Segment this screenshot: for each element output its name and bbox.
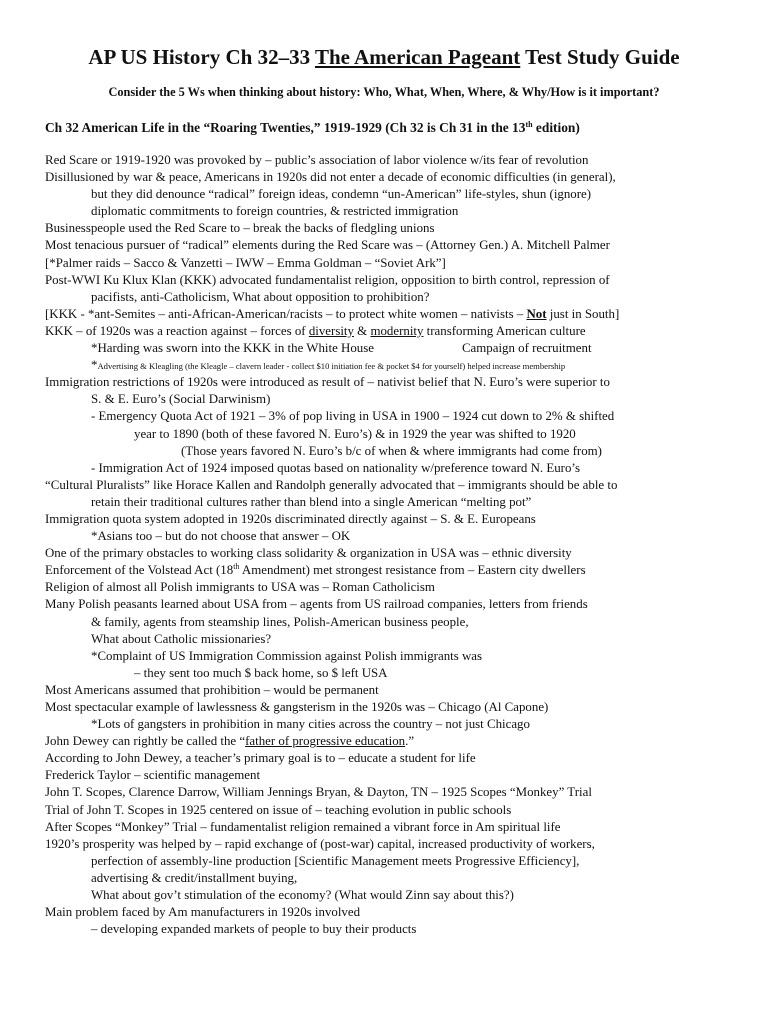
- guide-line: Religion of almost all Polish immigrants to USA was – Roman Catholicism: [45, 580, 435, 595]
- guide-line: Most tenacious pursuer of “radical” elements during the Red Scare was – (Attorney Gen.) A. Mitchell Palmer: [45, 238, 610, 253]
- guide-line: [KKK - *ant-Semites – anti-African-American/racists – to protect white women – nativists – Not just in South]: [45, 306, 620, 321]
- guide-line: [*Palmer raids – Sacco & Vanzetti – IWW – Emma Goldman – “Soviet Ark”]: [45, 255, 446, 270]
- guide-line: but they did denounce “radical” foreign ideas, condemn “un-American” life-styles, shun (ignore): [91, 187, 592, 202]
- guide-line: perfection of assembly-line production [Scientific Management meets Progressive Efficiency],: [91, 853, 580, 868]
- guide-line: Most Americans assumed that prohibition – would be permanent: [45, 682, 379, 697]
- guide-line: Immigration quota system adopted in 1920s discriminated directly against – S. & E. Europeans: [45, 511, 536, 526]
- guide-line: Frederick Taylor – scientific management: [45, 768, 261, 783]
- guide-line: S. & E. Euro’s (Social Darwinism): [91, 392, 271, 407]
- guide-line: diplomatic commitments to foreign countries, & restricted immigration: [91, 204, 459, 219]
- guide-line: *Complaint of US Immigration Commission against Polish immigrants was: [91, 648, 483, 663]
- guide-line: According to John Dewey, a teacher’s primary goal is to – educate a student for life: [45, 751, 476, 766]
- guide-line: - Emergency Quota Act of 1921 – 3% of pop living in USA in 1900 – 1924 cut down to 2% & shifted: [91, 409, 615, 424]
- guide-line: Many Polish peasants learned about USA from – agents from US railroad companies, letters from friends: [45, 597, 588, 612]
- guide-line: (Those years favored N. Euro’s b/c of when & where immigrants had come from): [181, 443, 602, 458]
- guide-line: *Lots of gangsters in prohibition in many cities across the country – not just Chicago: [91, 717, 530, 732]
- guide-line: Main problem faced by Am manufacturers in 1920s involved: [45, 905, 361, 920]
- guide-line: What about Catholic missionaries?: [91, 631, 272, 646]
- guide-line: *Harding was sworn into the KKK in the White House Campaign of recruitment: [91, 341, 592, 356]
- chapter-heading: Ch 32 American Life in the “Roaring Twenties,” 1919-1929 (Ch 32 is Ch 31 in the 13th edition): [45, 120, 580, 135]
- guide-line: John T. Scopes, Clarence Darrow, William Jennings Bryan, & Dayton, TN – 1925 Scopes “Monkey” Trial: [45, 785, 592, 800]
- guide-line: - Immigration Act of 1924 imposed quotas based on nationality w/preference toward N. Euro’s: [91, 460, 581, 475]
- guide-line: What about gov’t stimulation of the economy? (What would Zinn say about this?): [91, 888, 514, 903]
- guide-line: After Scopes “Monkey” Trial – fundamentalist religion remained a vibrant force in Am spiritual life: [45, 819, 561, 834]
- guide-line: One of the primary obstacles to working class solidarity & organization in USA was – ethnic diversity: [45, 546, 572, 561]
- guide-line: & family, agents from steamship lines, Polish-American business people,: [91, 614, 469, 629]
- guide-line: advertising & credit/installment buying,: [91, 870, 298, 885]
- guide-line: year to 1890 (both of these favored N. Euro’s) & in 1929 the year was shifted to 1920: [134, 426, 576, 441]
- guide-line: John Dewey can rightly be called the “father of progressive education.”: [45, 734, 415, 749]
- guide-line: Disillusioned by war & peace, Americans in 1920s did not enter a decade of economic difficulties (in general),: [45, 170, 616, 185]
- page-subtitle: Consider the 5 Ws when thinking about history: Who, What, When, Where, & Why/How is it important?: [108, 85, 660, 99]
- guide-line: Immigration restrictions of 1920s were introduced as result of – nativist belief that N. Euro’s were superior to: [45, 375, 610, 390]
- guide-line: Enforcement of the Volstead Act (18th Amendment) met strongest resistance from – Eastern city dwellers: [45, 562, 586, 578]
- emphasis-not: Not: [526, 306, 547, 321]
- guide-line: “Cultural Pluralists” like Horace Kallen and Randolph generally advocated that – immigrants should be able to: [45, 477, 618, 492]
- guide-line: 1920’s prosperity was helped by – rapid exchange of (post-war) capital, increased productivity of workers,: [45, 836, 595, 851]
- guide-line: *Asians too – but do not choose that answer – OK: [91, 529, 351, 544]
- guide-line: Trial of John T. Scopes in 1925 centered on issue of – teaching evolution in public schools: [45, 802, 512, 817]
- guide-line: Businesspeople used the Red Scare to – break the backs of fledgling unions: [45, 221, 435, 236]
- guide-line: *Advertising & Kleagling (the Kleagle – clavern leader - collect $10 initiation fee & pocket $4 for yourself) helped increase membership: [91, 358, 566, 373]
- guide-line: pacifists, anti-Catholicism, What about opposition to prohibition?: [91, 289, 430, 304]
- guide-line: – they sent too much $ back home, so $ left USA: [134, 665, 388, 680]
- guide-line: – developing expanded markets of people to buy their products: [91, 922, 417, 937]
- guide-line: Red Scare or 1919-1920 was provoked by – public’s association of labor violence w/its fear of revolution: [45, 153, 589, 167]
- page-title: AP US History Ch 32–33 The American Pageant Test Study Guide: [88, 45, 680, 69]
- guide-line: Post-WWI Ku Klux Klan (KKK) advocated fundamentalist religion, opposition to birth control, repression of: [45, 272, 610, 287]
- study-guide-body: [45, 152, 745, 938]
- guide-line: KKK – of 1920s was a reaction against – forces of diversity & modernity transforming American culture: [45, 323, 586, 338]
- guide-line: retain their traditional cultures rather than blend into a single American “melting pot”: [91, 494, 532, 509]
- book-title: The American Pageant: [314, 45, 521, 69]
- guide-line: Most spectacular example of lawlessness & gangsterism in the 1920s was – Chicago (Al Capone): [45, 700, 549, 714]
